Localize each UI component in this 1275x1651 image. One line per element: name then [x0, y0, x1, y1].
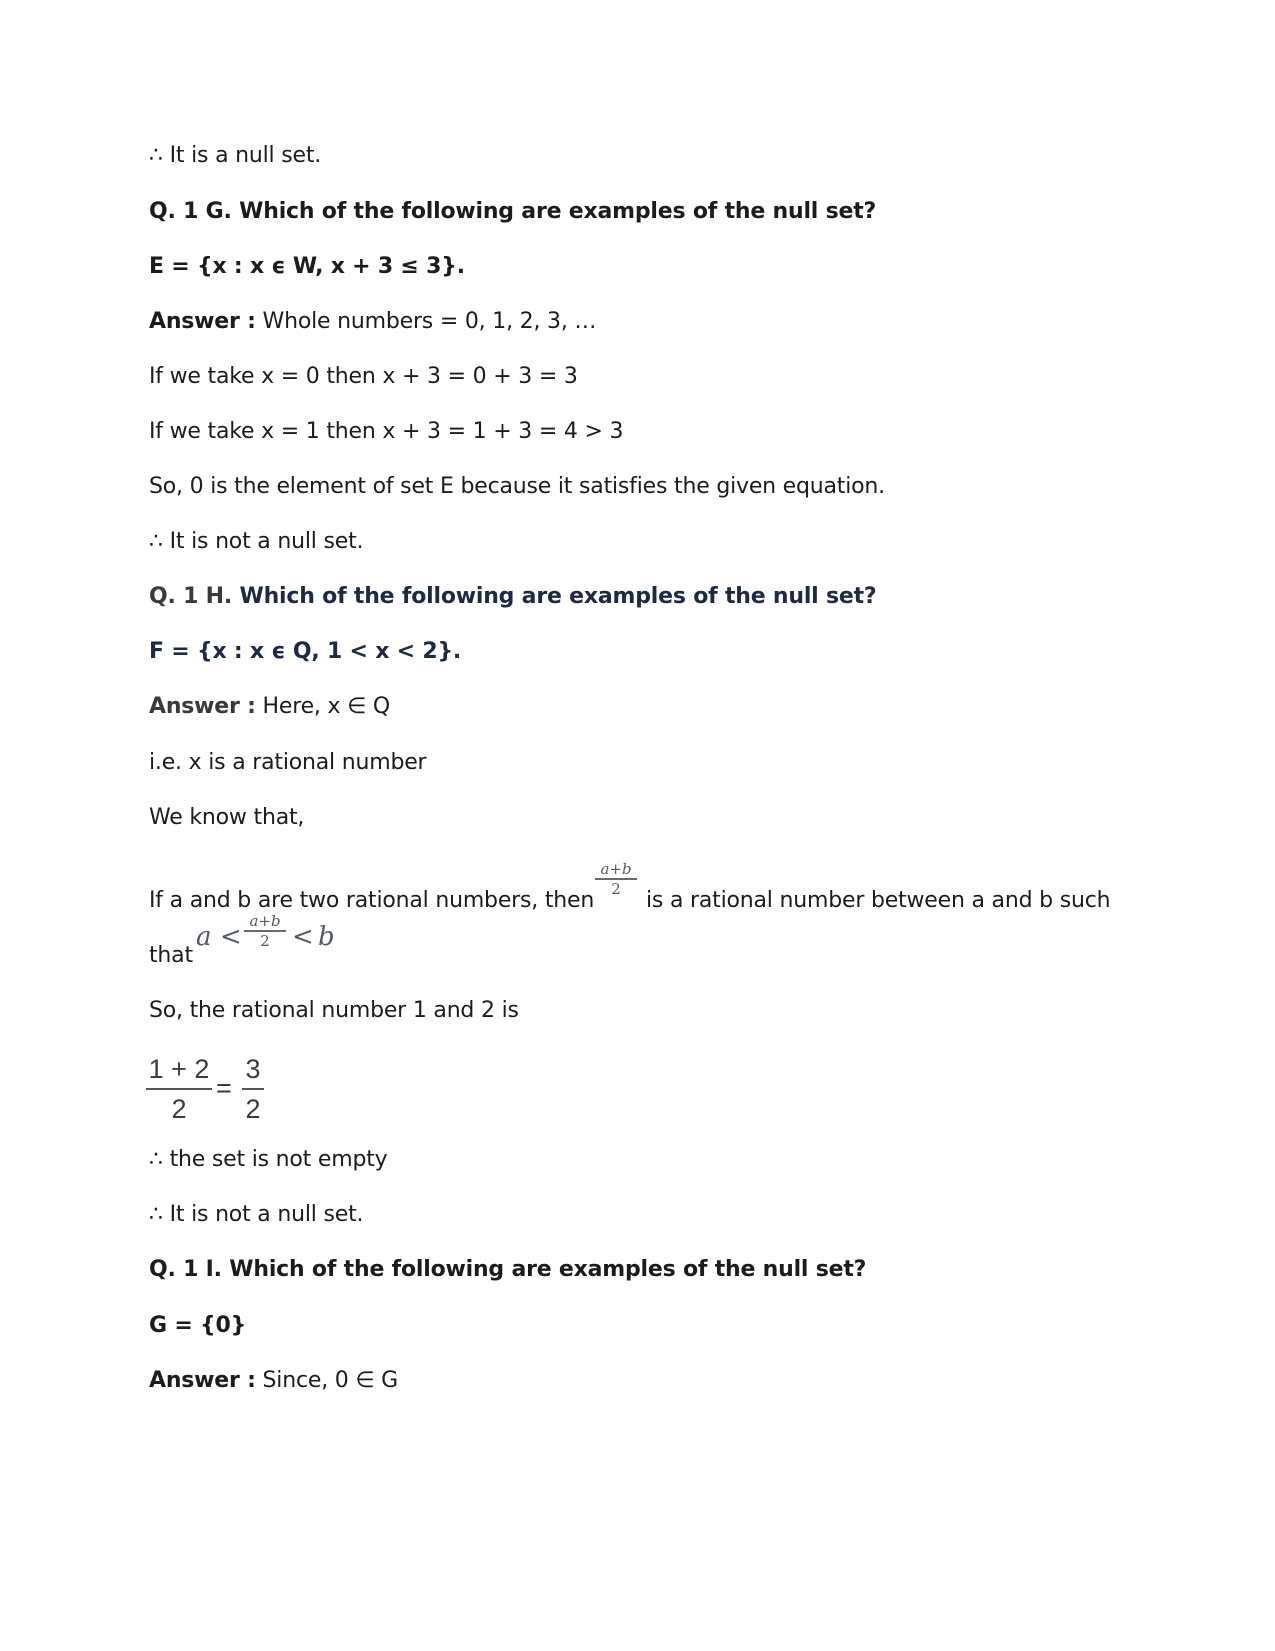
question-1h-title [149, 583, 876, 611]
fraction-denominator: 2 [245, 1094, 261, 1124]
answer-conclusion: ∴ It is not a null set. [149, 529, 364, 554]
answer-line: If we take x = 1 then x + 3 = 1 + 3 = 4 > 3 [149, 419, 624, 444]
answer-text: Whole numbers = 0, 1, 2, 3, … [255, 309, 597, 334]
answer-line: So, the rational number 1 and 2 is [149, 998, 519, 1023]
question-1h-set: F = {x : x ϵ Q, 1 < x < 2}. [149, 639, 462, 664]
fraction-bar [242, 1088, 264, 1090]
answer-label: Answer : [149, 694, 256, 719]
fraction-denominator: 2 [611, 880, 621, 898]
fraction-bar [146, 1088, 212, 1090]
equals-sign: = [216, 1073, 232, 1103]
answer-line: If we take x = 0 then x + 3 = 0 + 3 = 3 [149, 364, 578, 389]
question-1i-set: G = {0} [149, 1313, 247, 1338]
answer-line: i.e. x is a rational number [149, 750, 427, 775]
answer-line-part-a: If a and b are two rational numbers, then [149, 888, 595, 913]
answer-label: Answer : [149, 1368, 256, 1393]
inequality-b: b [318, 922, 335, 952]
answer-text: Since, 0 ∈ G [255, 1368, 398, 1393]
inequality-a: a [196, 922, 212, 952]
fraction-denominator: 2 [171, 1094, 187, 1124]
fraction-a-plus-b-over-2 [595, 860, 637, 898]
answer-line: We know that, [149, 805, 305, 830]
answer-conclusion: ∴ the set is not empty [149, 1147, 388, 1172]
question-1g-answer [149, 308, 596, 336]
fraction-three-over-two [242, 1052, 264, 1126]
question-1i-title: Q. 1 I. Which of the following are examples of the null set? [149, 1257, 867, 1282]
question-1h-answer [149, 693, 390, 721]
answer-line: So, 0 is the element of set E because it satisfies the given equation. [149, 474, 885, 499]
fraction-one-plus-two-over-two [146, 1052, 212, 1126]
inequality-less-than: < [292, 922, 314, 952]
null-set-conclusion: ∴ It is a null set. [149, 143, 322, 168]
question-1g-set: E = {x : x ϵ W, x + 3 ≤ 3}. [149, 254, 465, 279]
fraction-numerator: 3 [245, 1054, 261, 1084]
question-number: Q. 1 H. [149, 584, 233, 609]
answer-conclusion: ∴ It is not a null set. [149, 1202, 364, 1227]
inequality-less-than: < [220, 922, 242, 952]
fraction-numerator: a+b [600, 860, 632, 878]
answer-line-that: that [149, 943, 193, 968]
fraction-denominator: 2 [260, 932, 270, 950]
question-1i-answer [149, 1367, 398, 1395]
answer-line-part-b: is a rational number between a and b such [646, 888, 1111, 913]
fraction-a-plus-b-over-2 [244, 912, 286, 950]
fraction-numerator: a+b [249, 912, 281, 930]
question-text: Which of the following are examples of the null set? [232, 584, 877, 609]
answer-text: Here, x ∈ Q [255, 694, 390, 719]
question-1g-title: Q. 1 G. Which of the following are examples of the null set? [149, 199, 877, 224]
fraction-numerator: 1 + 2 [148, 1054, 210, 1084]
answer-label: Answer : [149, 309, 256, 334]
